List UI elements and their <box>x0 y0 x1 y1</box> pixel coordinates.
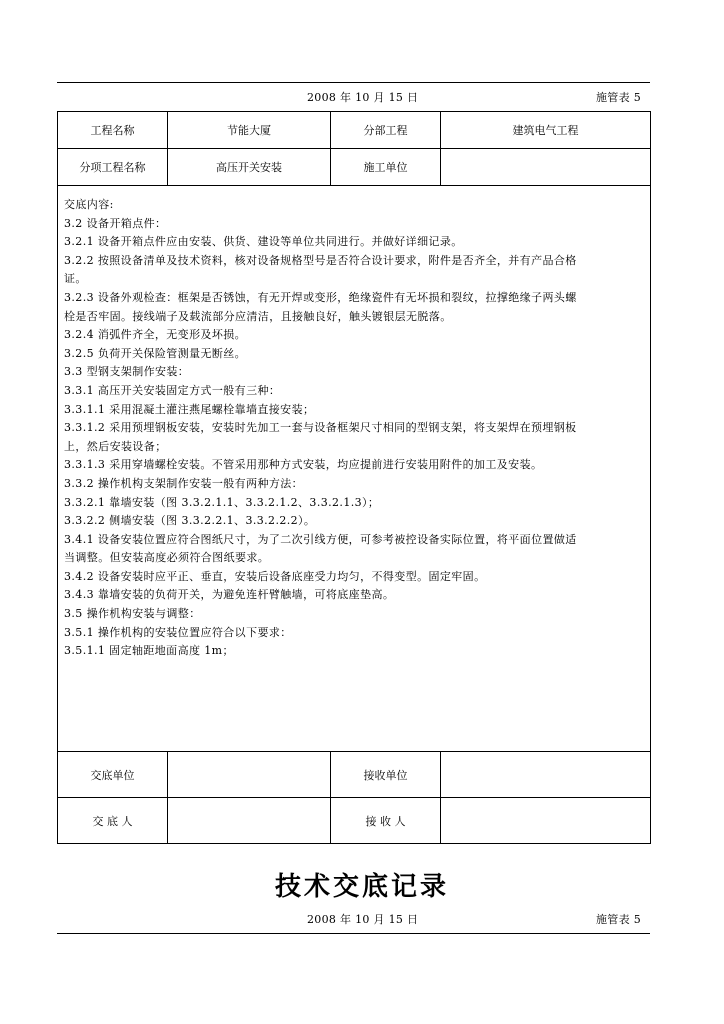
content-line: 3.3.2.1 靠墙安装（图 3.3.2.1.1、3.3.2.1.2、3.3.2.1.3）； <box>64 495 380 509</box>
person-signoff-row <box>58 798 651 844</box>
document-title: 技术交底记录 <box>274 872 449 902</box>
footer-date: 2008 年 10 月 15 日 <box>307 913 419 926</box>
content-cell <box>58 186 651 752</box>
contractor-value <box>441 149 651 186</box>
subitem-label: 分项工程名称 <box>58 149 168 186</box>
content-line: 3.3.1.2 采用预埋钢板安装，安装时先加工一套与设备框架尺寸相同的型钢支架，将支架焊在预埋钢板 <box>64 421 577 435</box>
content-row <box>58 186 651 752</box>
content-line: 栓是否牢固。接线端子及载流部分应清洁，且接触良好，触头镀银层无脱落。 <box>64 309 452 323</box>
content-line: 当调整。但安装高度必须符合图纸要求。 <box>64 551 270 565</box>
content-line: 3.5 操作机构安装与调整： <box>64 607 201 621</box>
top-rule <box>57 82 650 83</box>
issuer-unit-label: 交底单位 <box>58 752 168 798</box>
subitem-row <box>58 149 651 186</box>
project-name-label: 工程名称 <box>58 112 168 149</box>
project-name-value: 节能大厦 <box>168 112 331 149</box>
content-line: 3.3.1 高压开关安装固定方式一般有三种： <box>64 383 281 397</box>
division-label: 分部工程 <box>331 112 441 149</box>
issuer-person-value <box>168 798 331 844</box>
header-date: 2008 年 10 月 15 日 <box>307 91 419 104</box>
content-line: 3.5.1.1 固定轴距地面高度 1m； <box>64 644 234 658</box>
content-line: 3.3.1.1 采用混凝土灌注燕尾螺栓靠墙直接安装； <box>64 402 315 416</box>
content-line: 上，然后安装设备； <box>64 439 167 453</box>
content-line: 3.3.2 操作机构支架制作安装一般有两种方法： <box>64 476 304 490</box>
content-line: 3.2.1 设备开箱点件应由安装、供货、建设等单位共同进行。并做好详细记录。 <box>64 235 463 249</box>
unit-signoff-row <box>58 752 651 798</box>
issuer-person-label: 交 底 人 <box>58 798 168 844</box>
issuer-unit-value <box>168 752 331 798</box>
content-line: 3.3.1.3 采用穿墙螺栓安装。不管采用那种方式安装，均应提前进行安装用附件的加工及安装。 <box>64 458 543 472</box>
content-line: 3.3 型钢支架制作安装： <box>64 365 190 379</box>
content-line: 3.2.5 负荷开关保险管测量无断丝。 <box>64 346 247 360</box>
receiver-unit-label: 接收单位 <box>331 752 441 798</box>
footer-form-code: 施管表 5 <box>596 913 641 926</box>
receiver-person-value <box>441 798 651 844</box>
division-value: 建筑电气工程 <box>441 112 651 149</box>
content-line: 3.4.2 设备安装时应平正、垂直，安装后设备底座受力均匀，不得变型。固定牢固。 <box>64 569 486 583</box>
content-line: 3.2.2 按照设备清单及技术资料，核对设备规格型号是否符合设计要求，附件是否齐全，并有产品合格 <box>64 253 577 267</box>
record-table <box>57 111 651 844</box>
content-line: 3.2 设备开箱点件： <box>64 216 167 230</box>
content-line: 3.4.3 靠墙安装的负荷开关，为避免连杆臂触墙，可将底座垫高。 <box>64 588 395 602</box>
contractor-label: 施工单位 <box>331 149 441 186</box>
content-line: 3.4.1 设备安装位置应符合图纸尺寸，为了二次引线方便，可参考被控设备实际位置，将平面位置做适 <box>64 532 577 546</box>
project-row <box>58 112 651 149</box>
receiver-person-label: 接 收 人 <box>331 798 441 844</box>
subitem-value: 高压开关安装 <box>168 149 331 186</box>
content-line: 3.3.2.2 侧墙安装（图 3.3.2.2.1、3.3.2.2.2）。 <box>64 514 316 528</box>
content-line: 3.2.4 消弧件齐全，无变形及坏损。 <box>64 328 247 342</box>
header-form-code: 施管表 5 <box>596 91 641 104</box>
content-heading: 交底内容: <box>64 198 114 211</box>
receiver-unit-value <box>441 752 651 798</box>
content-line: 3.2.3 设备外观检查：框架是否锈蚀，有无开焊或变形，绝缘瓷件有无坏损和裂纹，拉撑绝缘子两头螺 <box>64 290 577 304</box>
content-line: 3.5.1 操作机构的安装位置应符合以下要求： <box>64 625 292 639</box>
content-line: 证。 <box>64 272 87 286</box>
bottom-rule <box>57 933 650 934</box>
